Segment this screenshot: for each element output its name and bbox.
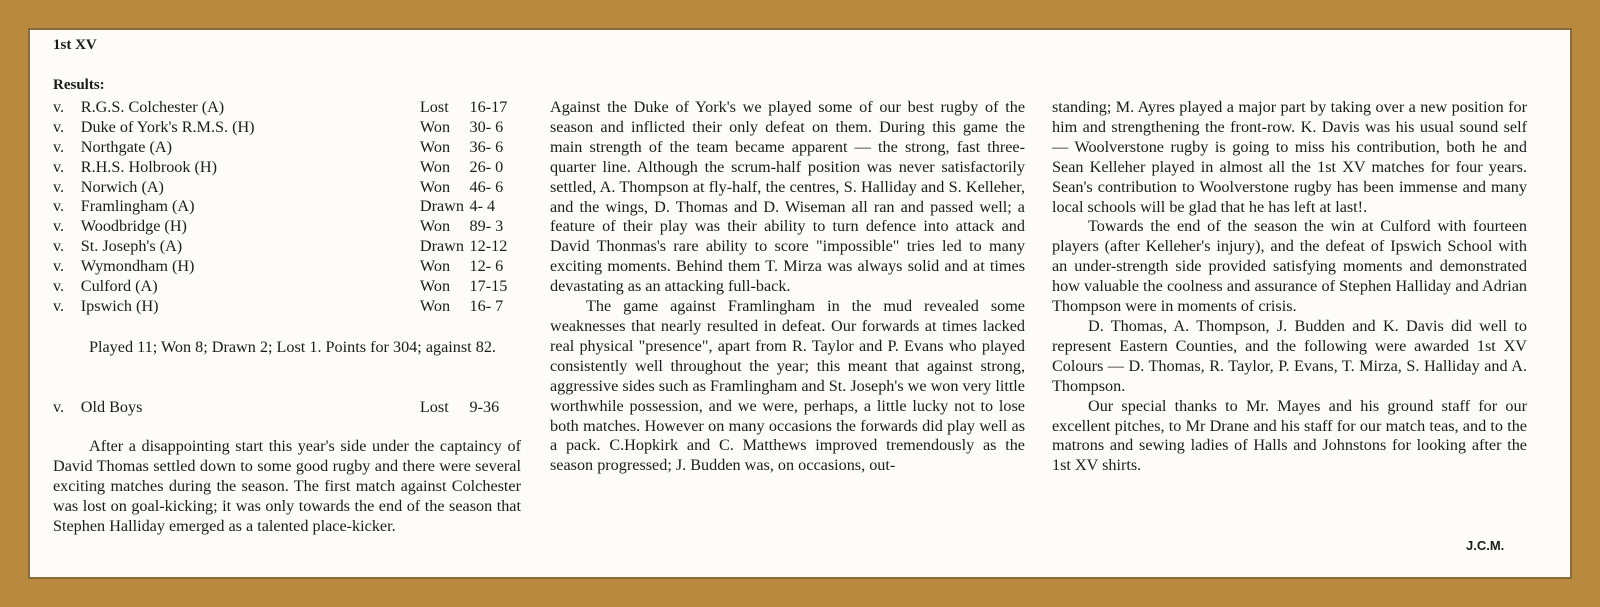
paragraph: D. Thomas, A. Thompson, J. Budden and K. Davis did well to represent Eastern Counties, and the following were awarded 1st XV Colours — D. Thomas, R. Taylor, P. Evans, T. Mirza, S. Halliday and A. Thompson. — [1052, 316, 1527, 395]
result-row: v. R.H.S. Holbrook (H) Won 26- 0 — [53, 157, 504, 176]
section-heading: 1st XV — [53, 37, 97, 53]
document-page — [28, 28, 1572, 579]
paragraph: Our special thanks to Mr. Mayes and his ground staff for our excellent pitches, to Mr Drane and his staff for our match teas, and to the matrons and sewing ladies of Halls and Johnstons for looking after the 1st XV shirts. — [1052, 396, 1527, 475]
column-3-text — [1052, 98, 1527, 476]
result-row: v. R.G.S. Colchester (A) Lost 16-17 — [53, 98, 508, 116]
column-2-text — [550, 98, 1025, 476]
author-signature: J.C.M. — [1466, 538, 1505, 553]
results-table — [53, 98, 533, 317]
result-row: v. Duke of York's R.M.S. (H) Won 30- 6 — [53, 117, 504, 136]
results-label: Results: — [53, 77, 105, 93]
paragraph: After a disappointing start this year's side under the captaincy of David Thomas settled down to some good rugby and there were several exciting matches during the season. The first match against Colchester was lost on goal-kicking; it was only towards the end of the season that Stephen Halliday emerged as a talented place-kicker. — [53, 437, 521, 535]
result-row: v. Norwich (A) Won 46- 6 — [53, 177, 504, 196]
paragraph: The game against Framlingham in the mud revealed some weaknesses that nearly resulted in defeat. Our forwards at times lacked real physical "presence", apart from R. Taylor and P. Evans who played consistently well throughout the year; this meant that against strong, aggressive sides such as Framlingham and St. Joseph's we won very little worthwhile possession, and we were, perhaps, a little lucky not to lose both matches. However on many occasions the forwards did play well as a pack. C.Hopkirk and C. Matthews improved tremendously as the season progressed; J. Budden was, on occasions, out- — [550, 297, 1025, 475]
old-boys-result: v. Old Boys Lost 9-36 — [53, 398, 500, 416]
column-1-text — [53, 437, 521, 537]
result-row: v. Woodbridge (H) Won 89- 3 — [53, 217, 504, 236]
result-row: v. Wymondham (H) Won 12- 6 — [53, 257, 504, 276]
result-row: v. Framlingham (A) Drawn 4- 4 — [53, 197, 496, 216]
result-row: v. Ipswich (H) Won 16- 7 — [53, 296, 504, 315]
result-row: v. Northgate (A) Won 36- 6 — [53, 137, 504, 156]
paragraph: Against the Duke of York's we played some of our best rugby of the season and inflicted their only defeat on them. During this game the main strength of the team became apparent — the strong, fast three-quarter line. Although the scrum-half position was never satisfactorily settled, A. Thompson at fly-half, the centres, S. Halliday and S. Kelleher, and the wings, D. Thomas and D. Wiseman all ran and passed well; a feature of their play was their ability to turn defence into attack and David Thonmas's rare ability to score "impossible" tries led to many exciting moments. Behind them T. Mirza was always solid and at times devastating as an attacking full-back. — [550, 98, 1025, 296]
result-row: v. Culford (A) Won 17-15 — [53, 277, 508, 296]
result-row: v. St. Joseph's (A) Drawn 12-12 — [53, 237, 508, 256]
paragraph: Towards the end of the season the win at Culford with fourteen players (after Kelleher's injury), and the defeat of Ipswich School with an under-strength side provided satisfying moments and demonstrated how valuable the coolness and assurance of Stephen Halliday and Adrian Thompson were in moments of crisis. — [1052, 217, 1527, 316]
season-summary: Played 11; Won 8; Drawn 2; Lost 1. Points for 304; against 82. — [89, 338, 496, 356]
paragraph: standing; M. Ayres played a major part by taking over a new position for him and strengthening the front-row. K. Davis was his usual sound self — Woolverstone rugby is going to miss his contribution, both he and Sean Kelleher played in almost all the 1st XV matches for four years. Sean's contribution to Woolverstone rugby has been immense and many local schools will be glad that he has left at last!. — [1052, 98, 1527, 216]
